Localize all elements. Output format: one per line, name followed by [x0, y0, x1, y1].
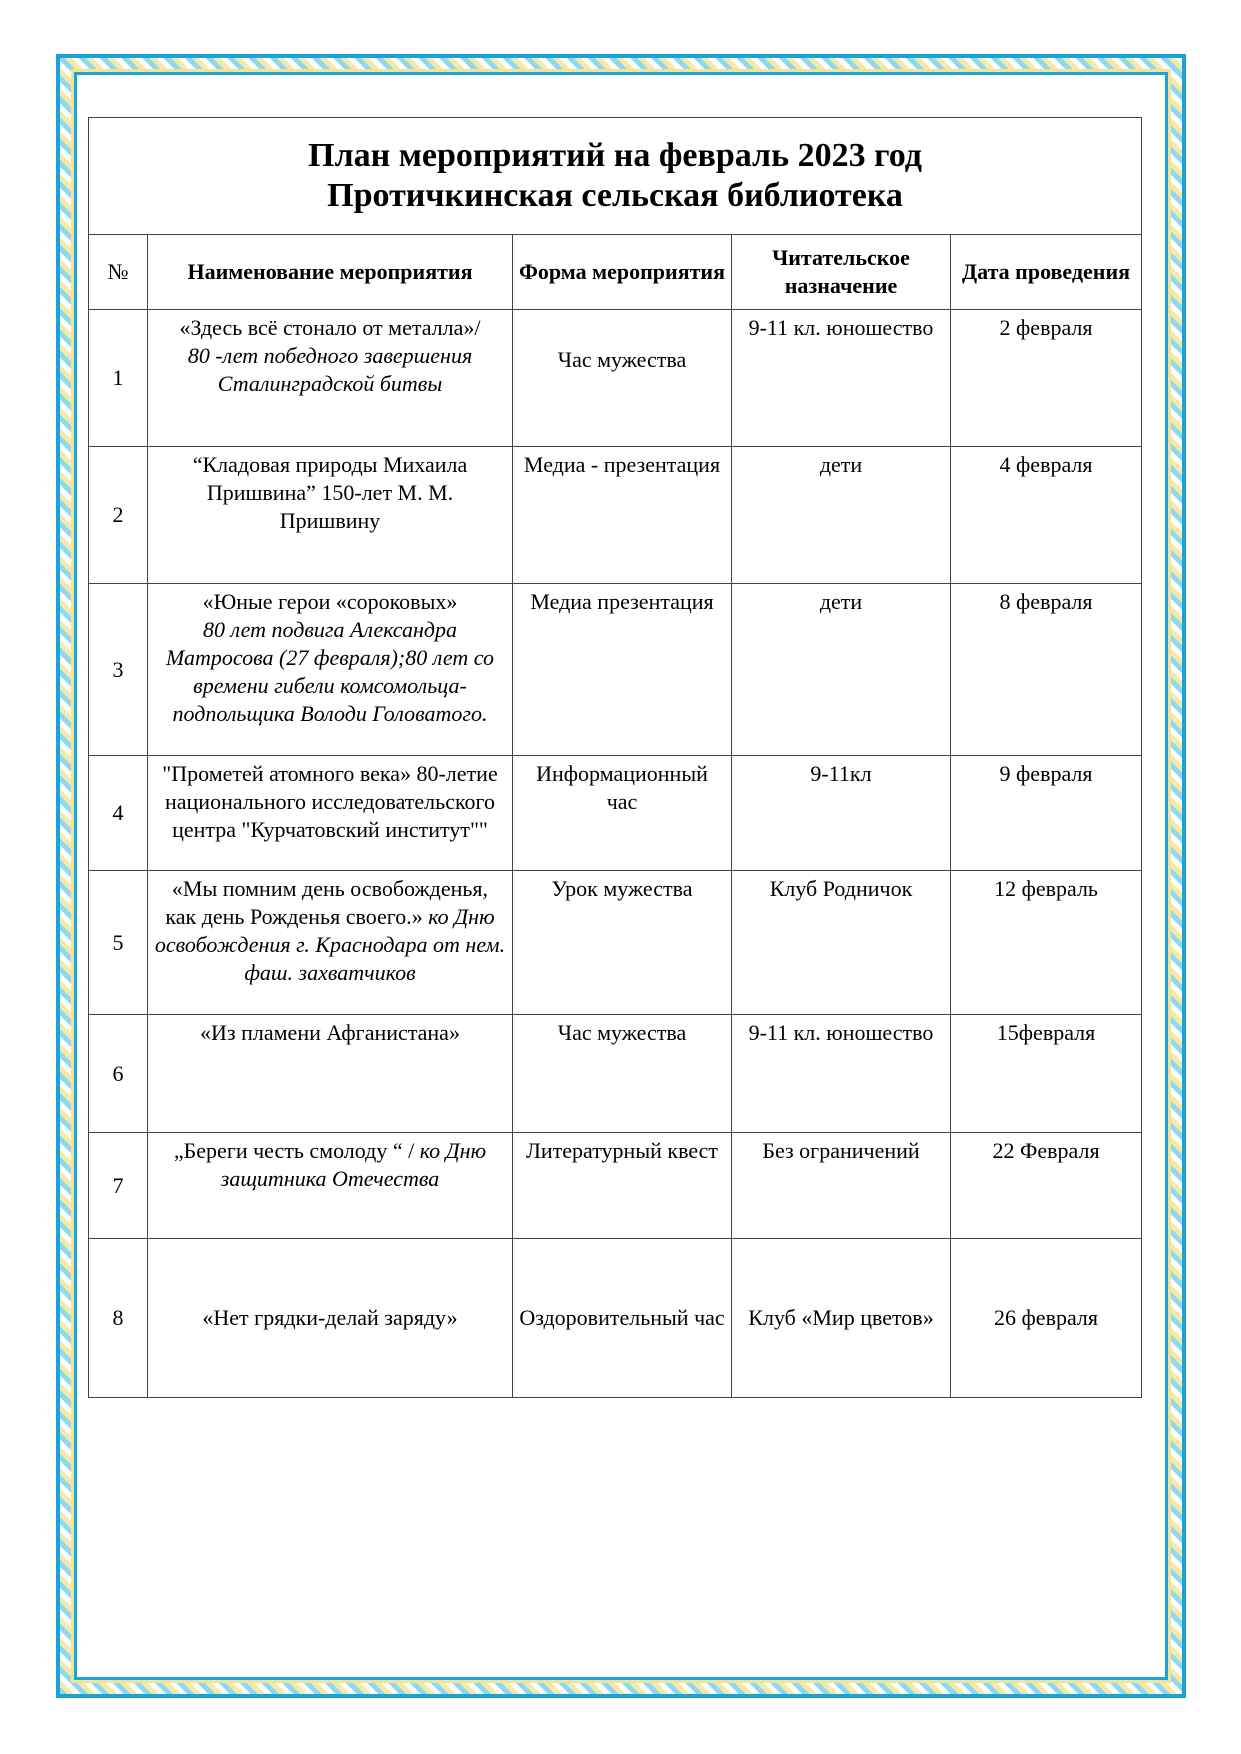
header-number: № — [89, 235, 148, 310]
row-number: 4 — [89, 756, 148, 871]
event-note: 80 -лет победного завершения Сталинградской битвы — [187, 343, 473, 396]
event-audience: 9-11кл — [732, 756, 951, 871]
events-plan-table — [88, 117, 1142, 1398]
event-form: Литературный квест — [513, 1133, 732, 1239]
event-audience: Без ограничений — [732, 1133, 951, 1239]
event-name — [148, 310, 513, 447]
event-date: 22 Февраля — [951, 1133, 1142, 1239]
table-row — [89, 584, 1142, 756]
event-name — [148, 1239, 513, 1398]
row-number: 2 — [89, 447, 148, 584]
event-date: 9 февраля — [951, 756, 1142, 871]
header-event-name: Наименование мероприятия — [148, 235, 513, 310]
event-date: 12 февраль — [951, 871, 1142, 1015]
event-name — [148, 447, 513, 584]
event-form: Информационный час — [513, 756, 732, 871]
event-date: 15февраля — [951, 1015, 1142, 1133]
event-name — [148, 871, 513, 1015]
table-row — [89, 1015, 1142, 1133]
event-name — [148, 1015, 513, 1133]
row-number: 6 — [89, 1015, 148, 1133]
event-title: «Мы помним день освобожденья, как день Рожденья своего.» — [165, 876, 489, 929]
event-audience: Клуб «Мир цветов» — [732, 1239, 951, 1398]
event-note: ко Дню освобождения г. Краснодара от нем. фаш. захватчиков — [154, 904, 506, 985]
event-name — [148, 584, 513, 756]
event-form: Медиа презентация — [513, 584, 732, 756]
table-row — [89, 1133, 1142, 1239]
event-audience: Клуб Родничок — [732, 871, 951, 1015]
event-date: 2 февраля — [951, 310, 1142, 447]
event-title: «Из пламени Афганистана» — [200, 1020, 460, 1045]
event-title: «Юные герои «сороковых» — [202, 589, 458, 614]
page-title — [89, 118, 1142, 235]
event-date: 4 февраля — [951, 447, 1142, 584]
row-number: 7 — [89, 1133, 148, 1239]
event-date: 8 февраля — [951, 584, 1142, 756]
event-title: «Нет грядки-делай заряду» — [202, 1305, 458, 1330]
event-audience: дети — [732, 447, 951, 584]
event-form: Медиа - презентация — [513, 447, 732, 584]
table-row — [89, 756, 1142, 871]
event-name — [148, 756, 513, 871]
event-audience: 9-11 кл. юношество — [732, 1015, 951, 1133]
header-date: Дата проведения — [951, 235, 1142, 310]
event-title: "Прометей атомного века» 80-летие национального исследовательского центра "Курчатовский институт"" — [162, 761, 498, 842]
title-line-1: План мероприятий на февраль 2023 год — [308, 137, 922, 174]
row-number: 3 — [89, 584, 148, 756]
event-audience: дети — [732, 584, 951, 756]
header-audience: Читательское назначение — [732, 235, 951, 310]
event-form: Оздоровительный час — [513, 1239, 732, 1398]
event-form: Урок мужества — [513, 871, 732, 1015]
event-note: ко Дню защитника Отечества — [220, 1138, 487, 1191]
event-title: «Здесь всё стонало от металла»/ — [179, 315, 481, 340]
table-header-row — [89, 235, 1142, 310]
event-form: Час мужества — [513, 1015, 732, 1133]
table-row — [89, 447, 1142, 584]
table-row — [89, 1239, 1142, 1398]
table-row — [89, 871, 1142, 1015]
table-row — [89, 310, 1142, 447]
event-form: Час мужества — [513, 310, 732, 447]
event-name — [148, 1133, 513, 1239]
title-line-2: Протичкинская сельская библиотека — [327, 177, 903, 214]
row-number: 8 — [89, 1239, 148, 1398]
row-number: 1 — [89, 310, 148, 447]
event-title: “Кладовая природы Михаила Пришвина” 150-лет М. М. Пришвину — [192, 452, 468, 533]
header-event-form: Форма мероприятия — [513, 235, 732, 310]
event-audience: 9-11 кл. юношество — [732, 310, 951, 447]
event-date: 26 февраля — [951, 1239, 1142, 1398]
event-note: 80 лет подвига Александра Матросова (27 февраля);80 лет со времени гибели комсомольца-подпольщика Володи Головатого. — [166, 617, 494, 726]
event-title: „Береги честь смолоду “ / — [173, 1138, 415, 1163]
row-number: 5 — [89, 871, 148, 1015]
